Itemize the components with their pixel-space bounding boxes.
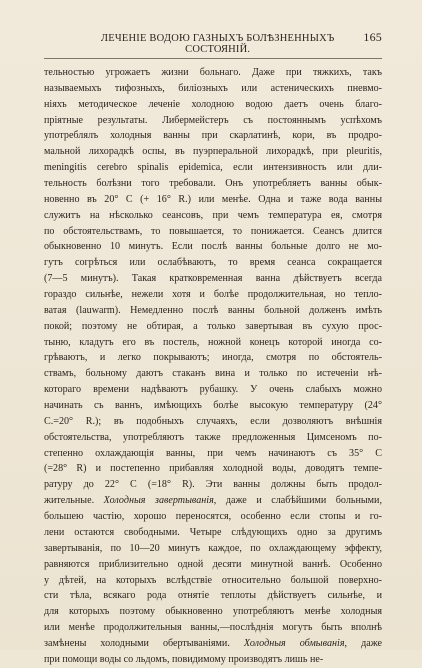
page-number: 165 [363, 30, 382, 44]
text-line: мальной лихорадкѣ оспы, въ пуэрперальной лихорадкѣ, при pleuritis, [44, 146, 382, 158]
text-line: тыню, кладутъ его въ постель, ножной конецъ которой иногда со- [44, 336, 382, 348]
body-text [44, 65, 382, 668]
text-line: ствамъ, больному даютъ стаканъ вина и только по истеченіи нѣ- [44, 368, 382, 380]
text-line: новенно въ 20° C (+ 16° R.) или менѣе. Одна и таже вода ванны [44, 193, 382, 205]
text-line: meningitis cerebro spinalis epidemica, если интензивность или дли- [44, 162, 382, 174]
text-line: равняются приблизительно одной десяти минутной ваннѣ. Особенно [44, 558, 382, 570]
text-line: по обстоятельствамъ, то повышается, то понижается. Сеансъ длится [44, 225, 382, 237]
text-line: называемыхъ тифозныхъ, биліозныхъ или астеническихъ пневмо- [44, 82, 382, 94]
text-line: или менѣе продолжительныя ванны,—послѣднія могутъ быть вполнѣ [44, 622, 382, 634]
text-line: ніяхъ методическое леченіе холодною водою даетъ очень благо- [44, 98, 382, 110]
text-line: покой; поэтому не обтирая, а только завертывая въ сухую прос- [44, 320, 382, 332]
text-line: сти тѣла, всякаго рода отнятіе теплоты дѣйствуетъ сильнѣе, и [44, 590, 382, 602]
text-line: у дѣтей, на которыхъ вслѣдствіе относительно большой поверхно- [44, 574, 382, 586]
text-line: гораздо сильнѣе, нежели хотя и болѣе продолжительная, но тепло- [44, 289, 382, 301]
text-line: обыкновенно 10 минутъ. Если послѣ ванны больные долго не мо- [44, 241, 382, 253]
text-line: тельность болѣзни того требовали. Онъ употребляетъ ванны обык- [44, 178, 382, 190]
text-line: лени остаются свободными. Четыре слѣдующихъ одно за другимъ [44, 526, 382, 538]
text-line: для которыхъ поэтому обыкновенно употребляютъ менѣе холодныя [44, 606, 382, 618]
text-line: ратуру до 22° C (=18° R). Эти ванны должны быть продол- [44, 479, 382, 491]
text-line: употреблялъ холодныя ванны при скарлатинѣ, кори, въ продро- [44, 130, 382, 142]
text-line: котораго времени надѣваютъ рубашку. У очень слабыхъ можно [44, 384, 382, 396]
text-line: степенно охлаждающія ванны, при чемъ начинаютъ съ 35° C [44, 447, 382, 459]
text-line: пріятные результаты. Либермейстеръ съ постояннымъ успѣхомъ [44, 114, 382, 126]
text-line: жительные. Холодныя завертыванія, даже и слабѣйшими больными, [44, 495, 382, 507]
text-line: служитъ на нѣсколько сеансовъ, при чемъ температура ея, смотря [44, 209, 382, 221]
page-header [44, 30, 382, 59]
text-line: завертыванія, по 10—20 минутъ каждое, по охлаждающему эффекту, [44, 542, 382, 554]
text-line: большею частію, хорошо переносятся, особенно если стопы и го- [44, 511, 382, 523]
text-line: при помощи воды со льдомъ, повидимому производятъ лишь не- [44, 653, 324, 665]
text-line: C.=20° R.); въ подобныхъ случаяхъ, если дозволяютъ внѣшнія [44, 415, 382, 427]
text-line: (=28° R) и постепенно прибавляя холодной воды, доводятъ темпе- [44, 463, 382, 475]
text-line: (7—5 минутъ). Такая кратковременная ванна дѣйствуетъ всегда [44, 273, 382, 285]
text-line: ватая (lauwarm). Немедленно послѣ ванны больной долженъ имѣть [44, 304, 382, 316]
text-line: тельностью угрожаетъ жизни больнаго. Даже при тяжкихъ, такъ [44, 67, 382, 78]
text-line: начинать съ ваннъ, имѣющихъ болѣе высокую температуру (24° [44, 400, 382, 412]
text-line: грѣваютъ, и легко покрываютъ; иногда, смотря по обстоятель- [44, 352, 382, 364]
text-line: гутъ согрѣться или ослабѣваютъ, то время сеанса сокращается [44, 257, 382, 269]
text-line: замѣнены холодными обертываніями. Холодныя обмыванія, даже [44, 637, 382, 649]
running-title: ЛЕЧЕНІЕ ВОДОЮ ГАЗНЫХЪ БОЛѢЗНЕННЫХЪ СОСТОЯНІЙ. [100, 33, 335, 55]
text-line: обстоятельства, употребляютъ также предложенныя Цимсеномъ по- [44, 431, 382, 443]
